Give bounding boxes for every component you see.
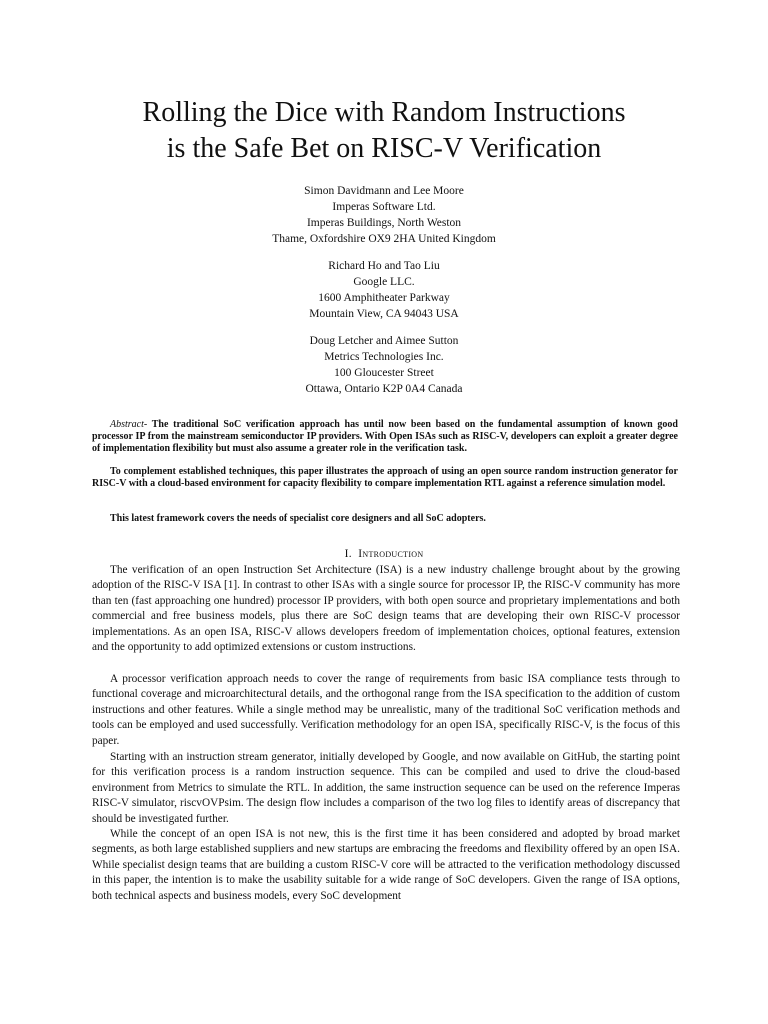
- paper-title-line-1: Rolling the Dice with Random Instructions: [142, 97, 626, 128]
- body-paragraph: While the concept of an open ISA is not new, this is the first time it has been considered and adopted by broad market segments, as both large established suppliers and new startups are embracing the freedoms and flexibility offered by an open ISA. While specialist design teams that are building a custom RISC-V core will be attracted to the verification methodology discussed in this paper, the intention is to make the usability suitable for a wide range of SoC developers. Given the range of ISA options, both technical aspects and business models, every SoC development: [92, 828, 680, 902]
- paper-title-line-2: is the Safe Bet on RISC-V Verification: [166, 133, 602, 164]
- author-address-line: 100 Gloucester Street: [334, 367, 434, 379]
- body-paragraph: A processor verification approach needs to cover the range of requirements from basic ISA compliance tests through to functional coverage and microarchitectural details, and the orthogonal range from the ISA specification to the addition of custom instructions and other features. While a single method may be unrealistic, many of the traditional SoC verification methods and tools can be employed and used successfully. Verification methodology for an open ISA, specifically RISC-V, is the focus of this paper.: [92, 673, 680, 747]
- abstract-text: The traditional SoC verification approach has until now been based on the fundamental assumption of known good processor IP from the mainstream semiconductor IP providers. With Open ISAs such as RISC-V, developers can exploit a greater degree of implementation flexibility but must also assume a greater role in the verification task.: [92, 419, 678, 455]
- author-organization: Metrics Technologies Inc.: [324, 351, 444, 363]
- author-address-line: Mountain View, CA 94043 USA: [309, 308, 459, 320]
- author-address-line: 1600 Amphitheater Parkway: [318, 292, 450, 304]
- section-number: I.: [344, 548, 352, 560]
- author-names: Simon Davidmann and Lee Moore: [304, 185, 464, 197]
- author-address-line: Imperas Buildings, North Weston: [306, 217, 462, 229]
- abstract-paragraph-1: [92, 419, 678, 456]
- section-title: Introduction: [358, 548, 424, 560]
- author-block-metrics: [80, 333, 688, 397]
- author-address-line: Ottawa, Ontario K2P 0A4 Canada: [305, 383, 463, 395]
- section-heading: [40, 548, 728, 560]
- body-paragraph: The verification of an open Instruction Set Architecture (ISA) is a new industry challenge brought about by the growing adoption of the RISC-V ISA [1]. In contrast to other ISAs with a single source for processor IP, the RISC-V community has more than ten (fast approaching one hundred) processor IP providers, with both open source and proprietary implementations and both commercial and free business models, plus there are SoC design teams that are developing their own RISC-V processor implementations. As an open ISA, RISC-V allows developers freedom of implementation choices, optional features, extension and the opportunity to add optimized extensions or custom instructions.: [92, 564, 680, 654]
- author-organization: Imperas Software Ltd.: [332, 201, 436, 213]
- abstract-paragraph-3: This latest framework covers the needs of specialist core designers and all SoC adopters.: [110, 513, 486, 524]
- author-block-imperas: [80, 183, 688, 247]
- abstract-paragraph-2: To complement established techniques, this paper illustrates the approach of using an open source random instruction generator for RISC-V with a cloud-based environment for capacity flexibility to compare implementation RTL against a reference simulation model.: [92, 466, 678, 490]
- author-names: Doug Letcher and Aimee Sutton: [309, 335, 459, 347]
- author-block-google: [80, 258, 688, 322]
- author-address-line: Thame, Oxfordshire OX9 2HA United Kingdom: [272, 233, 496, 245]
- author-organization: Google LLC.: [353, 276, 415, 288]
- author-names: Richard Ho and Tao Liu: [328, 260, 440, 272]
- body-paragraph: Starting with an instruction stream generator, initially developed by Google, and now available on GitHub, the starting point for this verification process is a random instruction sequence. This can be compiled and used to drive the cloud-based environment from Metrics to simulate the RTL. In addition, the same instruction sequence can be used on the reference Imperas RISC-V simulator, riscvOVPsim. The design flow includes a comparison of the two log files to identify areas of discrepancy that should be investigated further.: [92, 751, 680, 825]
- abstract-label: Abstract-: [110, 419, 148, 430]
